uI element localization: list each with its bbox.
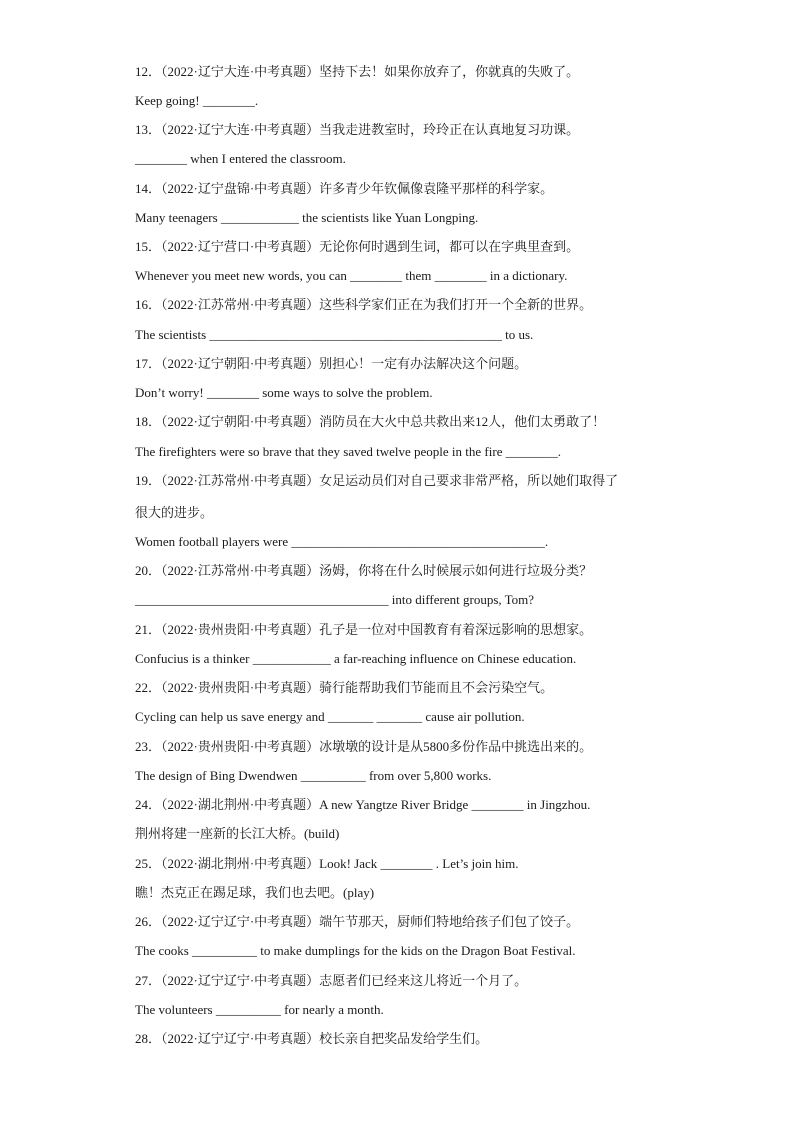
question-21-answer-line: Confucius is a thinker ____________ a far-reaching influence on Chinese education. — [135, 651, 577, 666]
question-17-answer-line: Don’t worry! ________ some ways to solve the problem. — [135, 385, 433, 400]
question-18-answer-line: The firefighters were so brave that they saved twelve people in the fire ________. — [135, 444, 561, 459]
question-15-prompt: 15．（2022·辽宁营口·中考真题）无论你何时遇到生词，都可以在字典里查到。 — [135, 239, 580, 254]
question-22-prompt: 22．（2022·贵州贵阳·中考真题）骑行能帮助我们节能而且不会污染空气。 — [135, 680, 554, 695]
question-27-answer-line: The volunteers __________ for nearly a month. — [135, 1002, 384, 1017]
question-21-prompt: 21．（2022·贵州贵阳·中考真题）孔子是一位对中国教育有着深远影响的思想家。 — [135, 622, 593, 637]
question-22-answer-line: Cycling can help us save energy and _______ _______ cause air pollution. — [135, 709, 525, 724]
question-14-answer-line: Many teenagers ____________ the scientists like Yuan Longping. — [135, 210, 479, 225]
question-19-prompt-cont: 很大的进步。 — [135, 505, 214, 520]
question-25-prompt: 25．（2022·湖北荆州·中考真题）Look! Jack ________ . Let’s join him. — [135, 856, 519, 871]
question-24-prompt: 24．（2022·湖北荆州·中考真题）A new Yangtze River Bridge ________ in Jingzhou. — [135, 797, 591, 812]
question-19-prompt: 19．（2022·江苏常州·中考真题）女足运动员们对自己要求非常严格，所以她们取得了 — [135, 473, 619, 488]
question-13-answer-line: ________ when I entered the classroom. — [135, 151, 346, 166]
question-26-prompt: 26．（2022·辽宁辽宁·中考真题）端午节那天，厨师们特地给孩子们包了饺子。 — [135, 914, 580, 929]
question-15-answer-line: Whenever you meet new words, you can ________ them ________ in a dictionary. — [135, 268, 568, 283]
question-24-hint: 荆州将建一座新的长江大桥。(build) — [135, 826, 340, 841]
question-19-answer-line: Women football players were _______________________________________. — [135, 534, 549, 549]
question-25-hint: 瞧！杰克正在踢足球，我们也去吧。(play) — [135, 885, 375, 900]
question-20-answer-line: _______________________________________ into different groups, Tom? — [135, 592, 535, 607]
question-12-answer-line: Keep going! ________. — [135, 93, 259, 108]
question-27-prompt: 27．（2022·辽宁辽宁·中考真题）志愿者们已经来这儿将近一个月了。 — [135, 973, 528, 988]
question-23-prompt: 23．（2022·贵州贵阳·中考真题）冰墩墩的设计是从5800多份作品中挑选出来的。 — [135, 739, 593, 754]
question-23-answer-line: The design of Bing Dwendwen __________ from over 5,800 works. — [135, 768, 492, 783]
question-16-prompt: 16．（2022·江苏常州·中考真题）这些科学家们正在为我们打开一个全新的世界。 — [135, 297, 593, 312]
question-14-prompt: 14．（2022·辽宁盘锦·中考真题）许多青少年钦佩像袁隆平那样的科学家。 — [135, 181, 554, 196]
question-28-prompt: 28．（2022·辽宁辽宁·中考真题）校长亲自把奖品发给学生们。 — [135, 1031, 489, 1046]
question-12-prompt: 12．（2022·辽宁大连·中考真题）坚持下去！如果你放弃了，你就真的失败了。 — [135, 64, 580, 79]
question-26-answer-line: The cooks __________ to make dumplings for the kids on the Dragon Boat Festival. — [135, 943, 576, 958]
question-16-answer-line: The scientists _____________________________________________ to us. — [135, 327, 534, 342]
question-20-prompt: 20．（2022·江苏常州·中考真题）汤姆，你将在什么时候展示如何进行垃圾分类？ — [135, 563, 593, 578]
question-17-prompt: 17．（2022·辽宁朝阳·中考真题）别担心！一定有办法解决这个问题。 — [135, 356, 528, 371]
question-13-prompt: 13．（2022·辽宁大连·中考真题）当我走进教室时，玲玲正在认真地复习功课。 — [135, 122, 580, 137]
question-18-prompt: 18．（2022·辽宁朝阳·中考真题）消防员在大火中总共救出来12人，他们太勇敢了！ — [135, 414, 606, 429]
